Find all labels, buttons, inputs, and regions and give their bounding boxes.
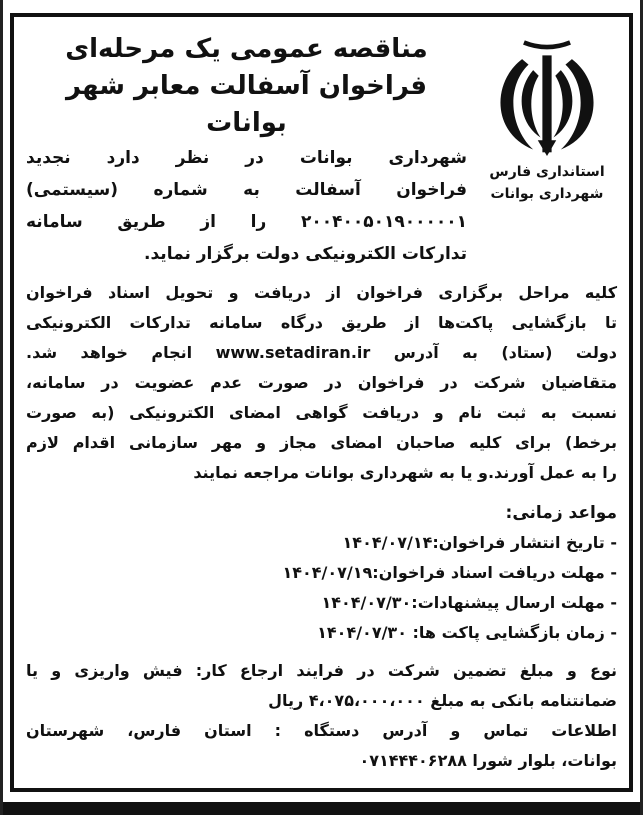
- ad-border: [10, 13, 633, 792]
- logo-caption-province: استانداری فارس: [489, 164, 605, 180]
- intro-line: تدارکات الکترونیکی دولت برگزار نماید.: [144, 244, 467, 264]
- contact-address-phone: بوانات، بلوار شورا ۰۷۱۴۴۴۰۶۲۸۸: [359, 751, 617, 770]
- body-line: را به عمل آورند.و یا به شهرداری بوانات مراجعه نمایند: [193, 463, 617, 482]
- body-line: متقاضیان شرکت در فراخوان در صورت عدم عضویت در سامانه،: [26, 373, 617, 392]
- schedule-item: - مهلت دریافت اسناد فراخوان:۱۴۰۴/۰۷/۱۹: [282, 563, 617, 582]
- intro-line: ۲۰۰۴۰۰۵۰۱۹۰۰۰۰۰۱ را از طریق سامانه: [26, 212, 467, 232]
- ad-title: مناقصه عمومی یک مرحله‌ای: [65, 34, 428, 64]
- contact-line: اطلاعات تماس و آدرس دستگاه : استان فارس، شهرستان: [26, 721, 617, 740]
- guarantee-amount: ضمانتنامه بانکی به مبلغ ۴،۰۷۵،۰۰۰،۰۰۰ ریال: [268, 691, 617, 710]
- schedule-heading: مواعد زمانی:: [505, 503, 617, 523]
- body-line: دولت (ستاد) به آدرس www.setadiran.ir انجام خواهد شد.: [26, 343, 618, 362]
- schedule-item: - زمان بازگشایی پاکت ها: ۱۴۰۴/۰۷/۳۰: [317, 623, 617, 642]
- body-paragraph: [26, 278, 617, 488]
- logo-block: [477, 31, 617, 270]
- footer-section: [26, 656, 617, 776]
- body-line: تا بازگشایی پاکت‌ها از طریق درگاه سامانه تدارکات الکترونیکی: [26, 313, 617, 332]
- schedule-section: [26, 498, 617, 648]
- body-line: برخط) برای کلیه صاحبان امضای مجاز و مهر سازمانی اقدام لازم: [26, 433, 617, 452]
- body-line: کلیه مراحل برگزاری فراخوان از دریافت و تحویل اسناد فراخوان: [26, 283, 617, 302]
- ad-subtitle: فراخوان آسفالت معابر شهر بوانات: [65, 71, 428, 138]
- schedule-item: - تاریخ انتشار فراخوان:۱۴۰۴/۰۷/۱۴: [342, 533, 617, 552]
- left-edge-rule: [0, 0, 3, 815]
- body-line: نسبت به ثبت نام و دریافت گواهی امضای الکترونیکی (به صورت: [26, 403, 617, 422]
- bottom-rule: [0, 802, 643, 815]
- guarantee-line: نوع و مبلغ تضمین شرکت در فرایند ارجاع کار: فیش واریزی و یا: [26, 661, 617, 680]
- logo-caption-municipality: شهرداری بوانات: [490, 186, 604, 202]
- header-text: [26, 31, 467, 270]
- ad-header: [26, 31, 617, 270]
- schedule-item: - مهلت ارسال پیشنهادات:۱۴۰۴/۰۷/۳۰: [321, 593, 617, 612]
- intro-line: شهرداری بوانات در نظر دارد نجدید: [26, 148, 467, 168]
- intro-line: فراخوان آسفالت به شماره (سیستمی): [26, 180, 467, 200]
- iran-emblem-icon: [487, 31, 607, 161]
